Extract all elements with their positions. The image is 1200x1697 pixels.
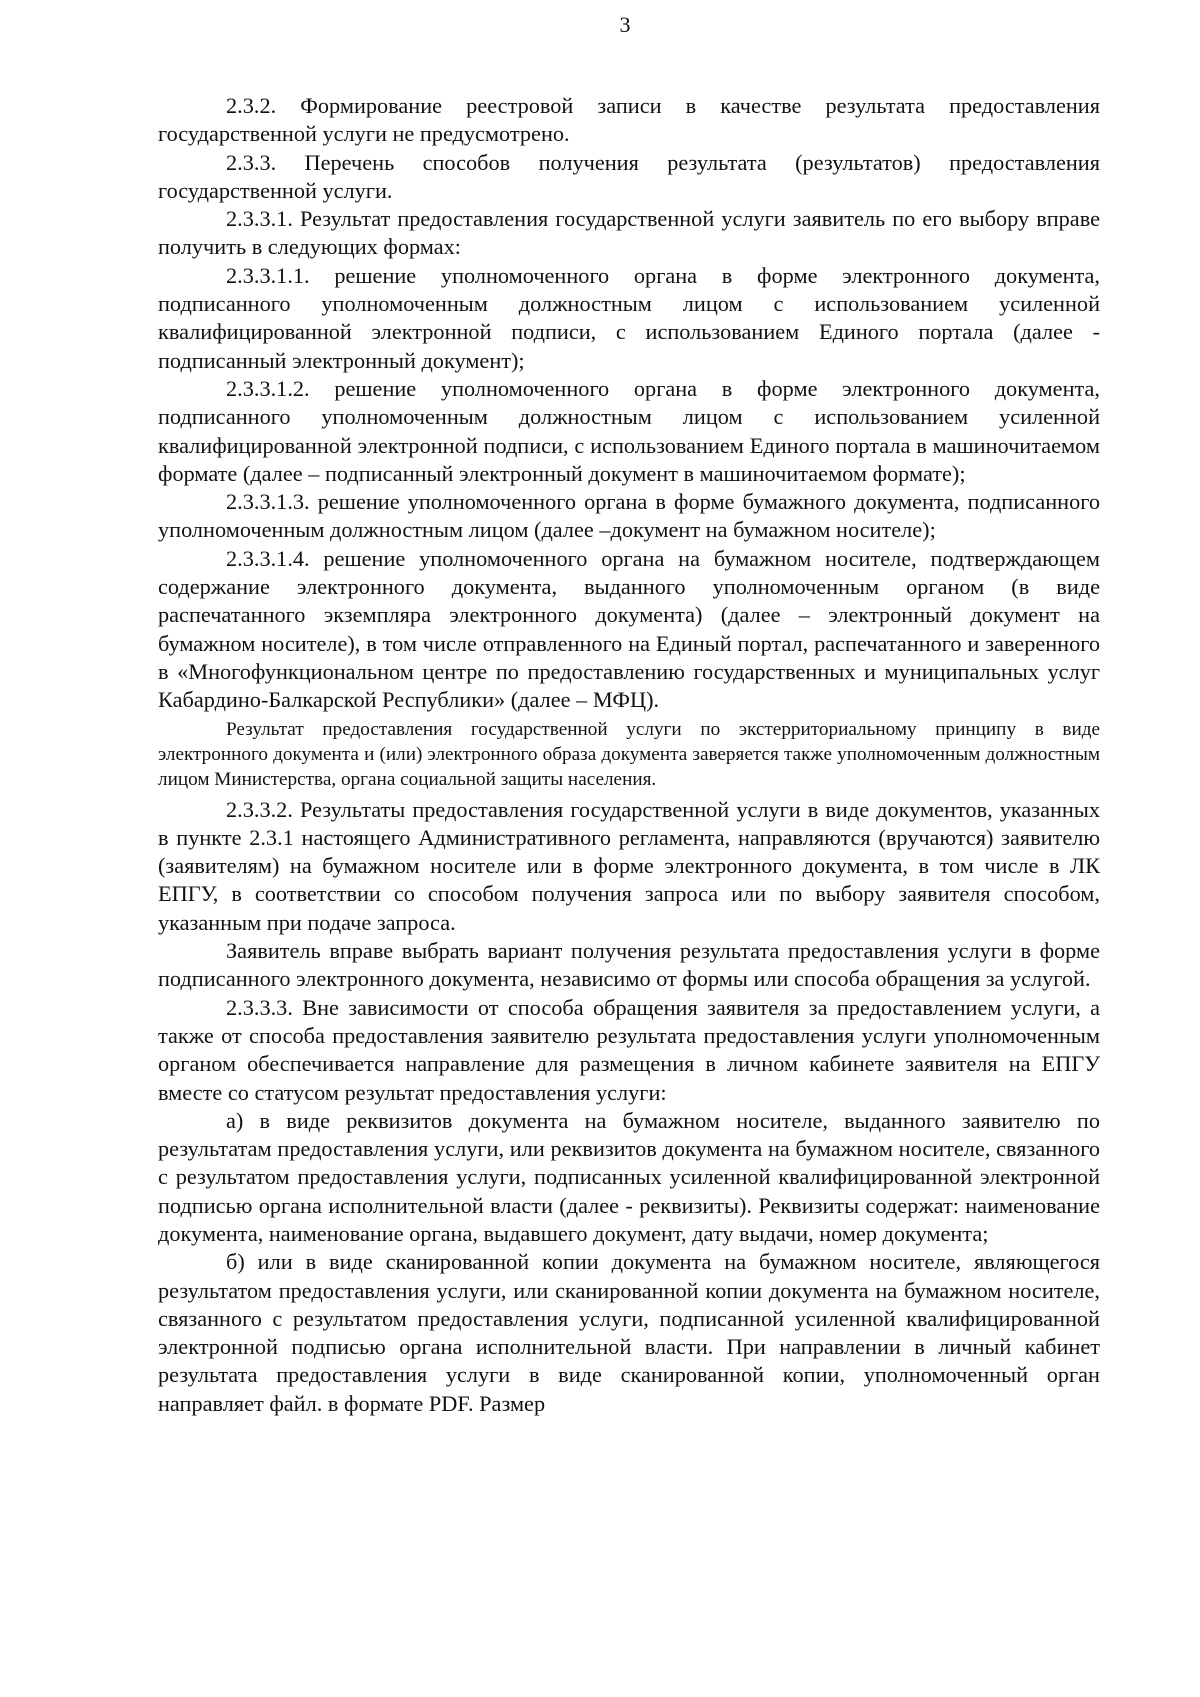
paragraph-2-3-3-2: 2.3.3.2. Результаты предоставления государственной услуги в виде документов, указанных в пункте 2.3.1 настоящего Административного регламента, направляются (вручаются) заявителю (заявителям) на бумажном носителе или в форме электронного документа, в том числе в ЛК ЕПГУ, в соответствии со способом получения запроса или по выбору заявителя способом, указанным при подаче запроса. [158, 796, 1100, 935]
page-number: 3 [619, 12, 631, 37]
paragraph-2-3-3-1-4: 2.3.3.1.4. решение уполномоченного органа на бумажном носителе, подтверждающем содержание электронного документа, выданного уполномоченным органом (в виде распечатанного экземпляра электронного документа) (далее – электронный документ на бумажном носителе), в том числе отправленного на Единый портал, распечатанного и заверенного в «Многофункциональном центре по предоставлению государственных и муниципальных услуг Кабардино-Балкарской Республики» (далее – МФЦ). [158, 545, 1100, 713]
paragraph-2-3-3: 2.3.3. Перечень способов получения результата (результатов) предоставления государственной услуги. [158, 149, 1100, 203]
paragraph-2-3-3-1: 2.3.3.1. Результат предоставления государственной услуги заявитель по его выбору вправе получить в следующих формах: [158, 206, 1100, 260]
paragraph-extraterritorial-note: Результат предоставления государственной услуги по экстерриториальному принципу в виде электронного документа и (или) электронного образа документа заверяется также уполномоченным должностным лицом Министерства, органа социальной защиты населения. [158, 718, 1100, 790]
paragraph-applicant-choice: Заявитель вправе выбрать вариант получения результата предоставления услуги в форме подписанного электронного документа, независимо от формы или способа обращения за услугой. [158, 938, 1100, 992]
paragraph-2-3-3-3: 2.3.3.3. Вне зависимости от способа обращения заявителя за предоставлением услуги, а также от способа предоставления заявителю результата предоставления услуги уполномоченным органом обеспечивается направление для размещения в личном кабинете заявителя на ЕПГУ вместе со статусом результат предоставления услуги: [158, 994, 1100, 1105]
paragraph-item-b: б) или в виде сканированной копии документа на бумажном носителе, являющегося результатом предоставления услуги, или сканированной копии документа на бумажном носителе, связанного с результатом предоставления услуги, подписанной усиленной квалифицированной электронной подписью органа исполнительной власти. При направлении в личный кабинет результата предоставления услуги в виде сканированной копии, уполномоченный орган направляет файл. в формате PDF. Размер [158, 1249, 1100, 1416]
paragraph-2-3-3-1-1: 2.3.3.1.1. решение уполномоченного органа в форме электронного документа, подписанного уполномоченным должностным лицом с использованием усиленной квалифицированной электронной подписи, с использованием Единого портала (далее - подписанный электронный документ); [158, 262, 1100, 373]
paragraph-2-3-3-1-3: 2.3.3.1.3. решение уполномоченного органа в форме бумажного документа, подписанного уполномоченным должностным лицом (далее –документ на бумажном носителе); [158, 489, 1100, 543]
paragraph-2-3-2: 2.3.2. Формирование реестровой записи в качестве результата предоставления государственной услуги не предусмотрено. [158, 93, 1100, 147]
paragraph-item-a: а) в виде реквизитов документа на бумажном носителе, выданного заявителю по результатам предоставления услуги, или реквизитов документа на бумажном носителе, связанного с результатом предоставления услуги, подписанных усиленной квалифицированной электронной подписью органа исполнительной власти (далее - реквизиты). Реквизиты содержат: наименование документа, наименование органа, выдавшего документ, дату выдачи, номер документа; [158, 1107, 1100, 1246]
paragraph-2-3-3-1-2: 2.3.3.1.2. решение уполномоченного органа в форме электронного документа, подписанного уполномоченным должностным лицом с использованием усиленной квалифицированной электронной подписи, с использованием Единого портала в машиночитаемом формате (далее – подписанный электронный документ в машиночитаемом формате); [158, 375, 1100, 486]
document-body [158, 92, 1100, 1418]
